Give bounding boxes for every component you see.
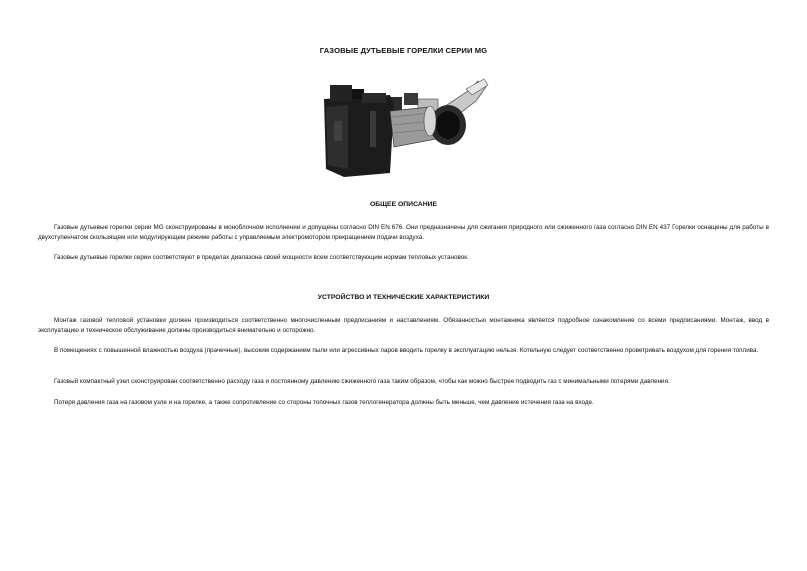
paragraph: Газовые дутьевые горелки серии MG сконструированы в моноблочном исполнении и допущены согласно DIN EN 676. Они предназначены для сжигания природного или сжиженного газа согласно DIN EN 437 Горелки оснащены для работы в двухступенчатом скользящем или модулирующем режиме работы с управляемым электромотором прекращением подачи воздуха. <box>38 224 769 241</box>
paragraph: В помещениях с повышенной влажностью воздуха (прачечные), высоким содержанием пыли или агрессивных паров вводить горелку в эксплуатацию нельзя. Котельную следует соответственно проветривать воздухом для горения топлива. <box>54 347 759 354</box>
paragraph: Газовый компактный узел сконструирован соответственно расходу газа и постоянному давлению сжиженного газа таким образом, чтобы как можно быстрее подводить газ с минимальными потерями давления. <box>54 378 670 385</box>
burner-photo <box>318 77 490 179</box>
paragraph: Газовые дутьевые горелки серии соответствуют в пределах диапазона своей мощности всем соответствующим нормам тепловых установок. <box>54 254 469 261</box>
section-heading-general: ОБЩЕЕ ОПИСАНИЕ <box>369 201 438 208</box>
paragraph: Потеря давления газа на газовом узле и на горелке, а также сопротивление со стороны топочных газов теплогенератора должны быть меньше, чем давление истечения газа на входе. <box>54 399 594 406</box>
section-heading-design: УСТРОЙСТВО И ТЕХНИЧЕСКИЕ ХАРАКТЕРИСТИКИ <box>317 294 490 301</box>
paragraph: Монтаж газовой тепловой установки должен производиться соответственно многочисленным предписаниям и наставлениям. Обязанностью монтажника является подробное ознакомление со всеми предписаниями. Монтаж, ввод в эксплуатацию и техническое обслуживание должны производиться внимательно и осторожно. <box>38 317 769 334</box>
document-title: ГАЗОВЫЕ ДУТЬЕВЫЕ ГОРЕЛКИ СЕРИИ MG <box>319 46 488 55</box>
